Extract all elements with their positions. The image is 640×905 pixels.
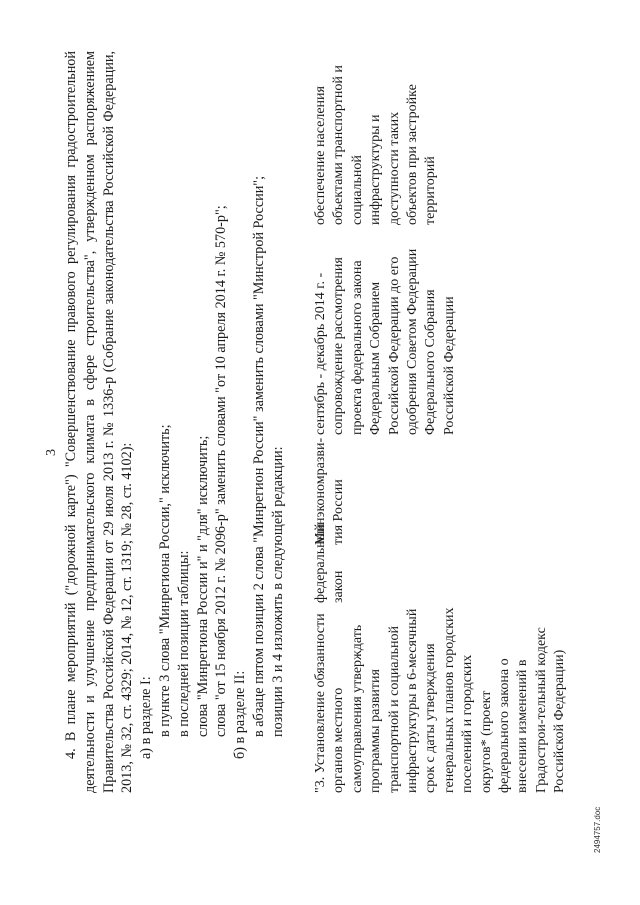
table-cell-measure: "3. Установление обязанности органов местного самоуправления утверждать программы развития транспортной и социальной инфраструктуры в 6-месячный срок с даты утверждения генеральных планов городских поселений и городских округов* (проект федерального закона о внесении изменений в Градострои-тельный кодекс Российской Федерации) [313,607,568,793]
subitem-a-line-3: слова "Минрегиона России и" и "для" исключить; [194,435,211,737]
table-cell-deadline: сентябрь - декабрь 2014 г. - сопровождение рассмотрения проекта федерального закона Федеральным Собранием Российской Федерации до его одобрения Советом Федерации Федерального Собрания Российской Федерации [313,248,457,435]
page-number: 3 [44,449,59,456]
footer-file-code: 2494757.doc [593,806,602,853]
document-body [62,51,288,793]
table-cell-responsible: Минэкономразви-тия России [313,437,347,545]
position-table-row [312,53,570,793]
subitem-a-line-4: слова "от 15 ноября 2012 г. № 2096-р" заменить словами "от 10 апреля 2014 г. № 570-р"; [213,205,230,737]
subitem-a-line-1: в пункте 3 слова "Минрегиона России," исключить; [156,424,173,737]
subitem-b-heading: б) в разделе II: [232,670,249,759]
paragraph-item-4: 4. В плане мероприятий ("дорожной карте") "Совершенствование правового регулирования градостроительной деятельности и улучшение предпринимательского климата в сфере строительства", утвержденном распоряжением Правительства Российской Федерации от 29 июля 2013 г. № 1336-р (Собрание законодательства Российской Федерации, 2013, № 32, ст. 4329; 2014, № 12, ст. 1319; № 28, ст. 4102): [63,51,136,793]
subitem-a-line-2: в последней позиции таблицы: [175,550,192,737]
table-cell-document-type: федеральный закон [313,523,347,603]
subitem-a-heading: а) в разделе I: [138,676,155,759]
subitem-b-line-1: в абзаце пятом позиции 2 слова "Минрегион России" заменить словами "Минстрой России"; [250,175,267,737]
table-cell-result: обеспечение населения объектами транспортной и социальной инфраструктуры и доступности таких объектов при застройке территорий [313,65,439,225]
subitem-b-line-2: позиции 3 и 4 изложить в следующей редакции: [269,446,286,737]
